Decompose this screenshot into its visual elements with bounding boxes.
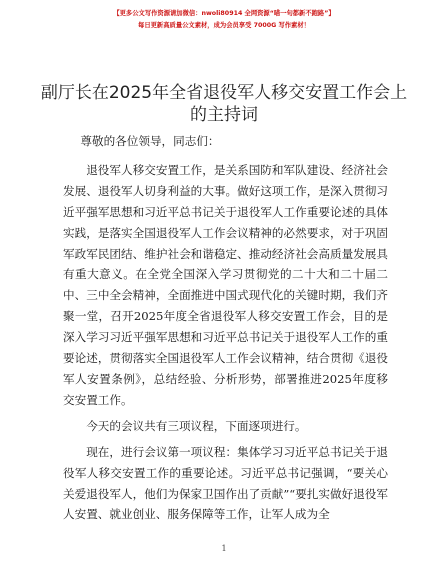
- document-body: [63, 131, 388, 530]
- promo-banner: [0, 8, 448, 32]
- paragraph-intro: 退役军人移交安置工作，是关系国防和军队建设、经济社会发展、退役军人切身利益的大事。做好这项工作，是深入贯彻习近平强军思想和习近平总书记关于退役军人工作重要论述的具体实践，是落实全国退役军人工作会议精神的必然要求，对于巩固军政军民团结、维护社会和谐稳定、推动经济社会高质量发展具有重大意义。在全党全国深入学习贯彻党的二十大和二十届二中、三中全会精神，全面推进中国式现代化的关键时期，我们齐聚一堂，召开2025年度全省退役军人移交安置工作会，目的是深入学习习近平强军思想和习近平总书记关于退役军人工作的重要论述，贯彻落实全国退役军人工作会议精神，结合贯彻《退役军人安置条例》，总结经验、分析形势，部署推进2025年度移交安置工作。: [63, 162, 388, 407]
- salutation: 尊敬的各位领导，同志们：: [80, 134, 220, 148]
- document-title: 副厅长在2025年全省退役军人移交安置工作会上的主持词: [40, 83, 408, 125]
- page-number: 1: [221, 544, 227, 553]
- promo-banner-line2: 每日更新高质量公文素材，成为会员享受 7000G 写作素材！: [138, 22, 310, 29]
- paragraph-item-one: 现在，进行会议第一项议程：集体学习习近平总书记关于退役军人移交安置工作的重要论述。习近平总书记强调，“要关心关爱退役军人，他们为保家卫国作出了贡献”“要扎实做好退役军人安置、就业创业、服务保障等工作，让军人成为全: [63, 444, 388, 522]
- promo-banner-line1: 【更多公文写作资源请加微信：nwoli80914 全网资源“喵一句都新不跑路”】: [113, 10, 335, 17]
- paragraph-agenda: 今天的会议共有三项议程，下面逐项进行。: [86, 418, 307, 433]
